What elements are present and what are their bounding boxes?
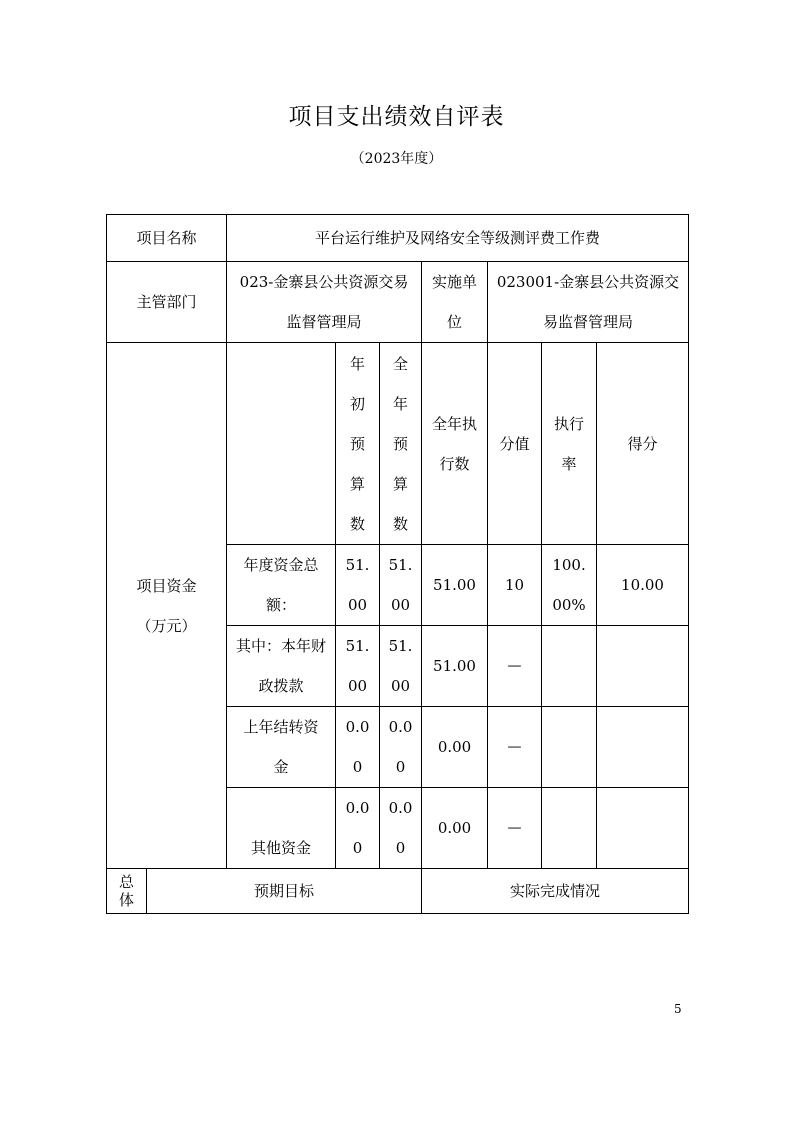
impl-value-line2: 易监督管理局	[543, 313, 634, 331]
full-line1: 0.0	[388, 718, 413, 736]
col-initial-char: 数	[350, 514, 366, 533]
fund-row-initial	[336, 545, 380, 626]
fund-row-label-line2: 政拨款	[258, 677, 304, 695]
fund-row-exec: 51.00	[422, 545, 488, 626]
fund-row-rate	[542, 545, 597, 626]
impl-value-line1: 023001-金寨县公共资源交	[496, 273, 680, 291]
fund-row-value: —	[488, 626, 542, 707]
initial-line1: 51.	[345, 556, 370, 574]
initial-line2: 0	[352, 839, 363, 857]
dept-label: 主管部门	[107, 262, 227, 343]
fund-row-label-line1: 年度资金总	[243, 556, 319, 574]
fund-row-label-line2: 金	[273, 758, 289, 776]
col-score: 得分	[597, 343, 689, 545]
fund-row-exec: 0.00	[422, 707, 488, 788]
col-annual-exec	[422, 343, 488, 545]
col-full-char: 算	[393, 474, 409, 493]
fund-row-label-line2: 额：	[266, 596, 297, 614]
full-line2: 00	[390, 596, 411, 614]
col-full-budget	[380, 343, 422, 545]
fund-row-score	[597, 707, 689, 788]
page-number: 5	[674, 1002, 682, 1016]
impl-unit-value	[488, 262, 689, 343]
fund-row-value: —	[488, 788, 542, 869]
fund-row-label	[227, 545, 336, 626]
fund-row-value: —	[488, 707, 542, 788]
fund-row-score	[597, 626, 689, 707]
col-score-value: 分值	[488, 343, 542, 545]
col-initial-char: 初	[350, 394, 366, 413]
fund-row-rate	[542, 707, 597, 788]
expected-goal-header: 预期目标	[147, 869, 422, 914]
project-name-label: 项目名称	[107, 215, 227, 262]
fund-row-initial	[336, 788, 380, 869]
project-name-row	[107, 215, 689, 262]
fund-row-score	[597, 788, 689, 869]
year-subtitle: （2023年度）	[350, 151, 443, 167]
funds-header-row	[107, 343, 689, 545]
fund-row-full	[380, 707, 422, 788]
impl-label-line1: 实施单	[432, 273, 478, 291]
col-initial-char: 预	[350, 434, 366, 453]
col-exec-line1: 全年执	[432, 414, 478, 433]
overall-line2: 体	[118, 891, 134, 909]
impl-unit-label	[422, 262, 488, 343]
full-line2: 0	[395, 839, 406, 857]
initial-line2: 0	[352, 758, 363, 776]
fund-row-initial	[336, 707, 380, 788]
col-rate-line1: 执行	[554, 414, 585, 433]
col-initial-budget	[336, 343, 380, 545]
full-line2: 0	[395, 758, 406, 776]
goals-header-row	[107, 869, 689, 914]
fund-row-label	[227, 626, 336, 707]
actual-completion-header: 实际完成情况	[422, 869, 689, 914]
fund-row-value: 10	[488, 545, 542, 626]
fund-row-label-line1: 上年结转资	[243, 718, 319, 736]
initial-line2: 00	[347, 596, 368, 614]
fund-row-score: 10.00	[597, 545, 689, 626]
fund-row-initial	[336, 626, 380, 707]
fund-row-label-line1	[227, 788, 335, 828]
overall-label	[107, 869, 147, 914]
fund-row-label	[227, 707, 336, 788]
dept-value-line1: 023-金寨县公共资源交易	[239, 273, 409, 291]
initial-line1: 0.0	[345, 718, 370, 736]
col-full-char: 全	[393, 354, 409, 373]
self-evaluation-table	[106, 214, 689, 914]
initial-line1: 51.	[345, 637, 370, 655]
full-line2: 00	[390, 677, 411, 695]
dept-value	[227, 262, 422, 343]
col-initial-char: 年	[350, 354, 366, 373]
overall-line1: 总	[118, 873, 134, 891]
page-title: 项目支出绩效自评表	[288, 104, 505, 130]
fund-row-full	[380, 626, 422, 707]
funds-header-blank	[227, 343, 336, 545]
full-line1: 0.0	[388, 799, 413, 817]
funds-label: 项目资金	[136, 576, 197, 595]
impl-label-line2: 位	[447, 313, 463, 331]
rate-line1: 100.	[552, 556, 586, 574]
fund-row-full	[380, 545, 422, 626]
col-initial-char: 算	[350, 474, 366, 493]
funds-unit: （万元）	[136, 616, 197, 635]
fund-row-rate	[542, 788, 597, 869]
dept-value-line2: 监督管理局	[286, 313, 362, 331]
full-line1: 51.	[388, 556, 413, 574]
initial-line2: 00	[347, 677, 368, 695]
col-full-char: 数	[393, 514, 409, 533]
fund-row-exec: 51.00	[422, 626, 488, 707]
col-exec-rate	[542, 343, 597, 545]
fund-row-label-line2: 其他资金	[251, 839, 312, 857]
col-rate-line2: 率	[561, 454, 577, 473]
col-full-char: 年	[393, 394, 409, 413]
fund-row-rate	[542, 626, 597, 707]
full-line1: 51.	[388, 637, 413, 655]
fund-row-exec: 0.00	[422, 788, 488, 869]
department-row	[107, 262, 689, 343]
fund-row-label	[227, 788, 336, 869]
fund-row-label-line1: 其中：本年财	[236, 637, 327, 655]
initial-line1: 0.0	[345, 799, 370, 817]
col-exec-line2: 行数	[439, 454, 470, 473]
fund-row-full	[380, 788, 422, 869]
col-full-char: 预	[393, 434, 409, 453]
rate-line2: 00%	[552, 596, 586, 614]
project-name-value: 平台运行维护及网络安全等级测评费工作费	[227, 215, 689, 262]
funds-label-cell	[107, 343, 227, 869]
